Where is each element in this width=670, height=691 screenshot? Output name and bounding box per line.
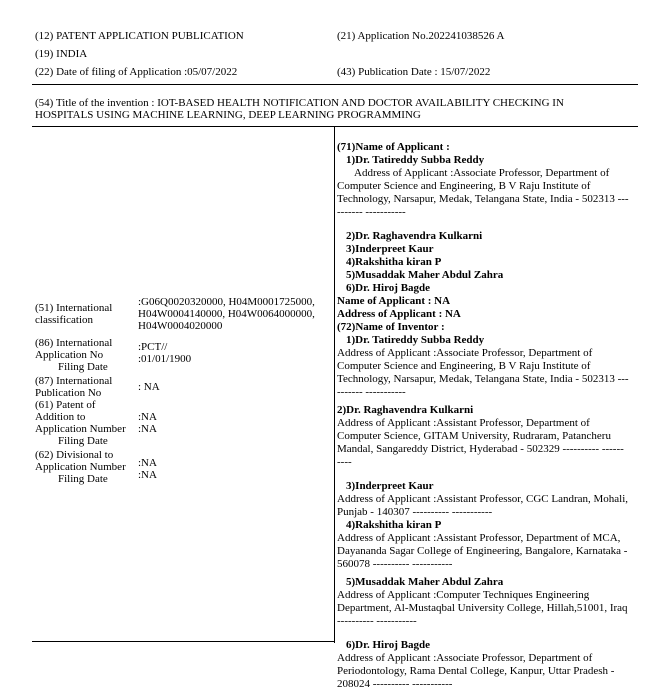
applicant-name-na: Name of Applicant : NA: [337, 295, 451, 307]
field-value: :NA: [138, 423, 157, 435]
field-label: Application Number: [35, 423, 126, 435]
header-divider: [32, 84, 638, 85]
field-label: (62) Divisional to: [35, 449, 114, 461]
inventor-address: ------- -----------: [337, 386, 406, 398]
applicants-heading: (71)Name of Applicant :: [337, 141, 450, 153]
applicant-name: 5)Musaddak Maher Abdul Zahra: [346, 269, 504, 281]
inventor-address: 208024 ---------- -----------: [337, 678, 453, 690]
publication-date: (43) Publication Date : 15/07/2022: [337, 66, 491, 78]
field-label: (87) International: [35, 375, 113, 387]
applicant-name: 6)Dr. Hiroj Bagde: [346, 282, 431, 294]
field-label: Filing Date: [58, 361, 108, 373]
inventor-name: 5)Musaddak Maher Abdul Zahra: [346, 576, 504, 588]
field-value: :PCT//: [138, 341, 168, 353]
field-value: H04W0004020000: [138, 320, 223, 332]
country: (19) INDIA: [35, 48, 88, 60]
applicant-address-na: Address of Applicant : NA: [337, 308, 461, 320]
inventor-address: Address of Applicant :Assistant Professor, CGC Landran, Mohali,: [337, 493, 629, 505]
field-label: Filing Date: [58, 435, 108, 447]
filing-date: (22) Date of filing of Application :05/07/2022: [35, 66, 238, 78]
field-label: Publication No: [35, 387, 102, 399]
inventor-address: 560078 ---------- -----------: [337, 558, 453, 570]
inventor-address: Address of Applicant :Associate Professor, Department of: [337, 347, 593, 359]
inventor-name: 2)Dr. Raghavendra Kulkarni: [337, 404, 474, 416]
field-label: Filing Date: [58, 473, 108, 485]
applicant-address: ------- -----------: [337, 206, 406, 218]
applicant-address: Address of Applicant :Associate Professor, Department of: [354, 167, 610, 179]
field-label: (51) International: [35, 302, 113, 314]
inventor-address: Technology, Narsapur, Medak, Telangana State, India - 502313 ---: [337, 373, 629, 385]
inventors-heading: (72)Name of Inventor :: [337, 321, 445, 333]
publication-type: (12) PATENT APPLICATION PUBLICATION: [35, 30, 244, 42]
inventor-address: Computer Science, GITAM University, Rudraram, Patancheru: [337, 430, 611, 442]
field-label: Application No: [35, 349, 104, 361]
inventor-address: Periodontology, Rama Dental College, Kanpur, Uttar Pradesh -: [337, 665, 615, 677]
field-value: :G06Q0020320000, H04M0001725000,: [138, 296, 315, 308]
field-label: Application Number: [35, 461, 126, 473]
inventor-address: Computer Science and Engineering, B V Raju Institute of: [337, 360, 591, 372]
field-label: (86) International: [35, 337, 113, 349]
inventor-name: 6)Dr. Hiroj Bagde: [346, 639, 431, 651]
inventor-address: Department, Al-Mustaqbal University College, Hillah,51001, Iraq: [337, 602, 628, 614]
inventor-address: ----: [337, 456, 352, 468]
field-label: Addition to: [35, 411, 86, 423]
applicant-name: 4)Rakshitha kiran P: [346, 256, 442, 268]
inventor-name: 3)Inderpreet Kaur: [346, 480, 434, 492]
field-value: : NA: [138, 381, 160, 393]
inventor-address: Mandal, Sangareddy District, Hyderabad - 502329 ---------- ------: [337, 443, 624, 455]
field-label: (61) Patent of: [35, 399, 96, 411]
applicant-name: 2)Dr. Raghavendra Kulkarni: [346, 230, 483, 242]
field-international-publication: [35, 375, 330, 399]
inventor-address: Address of Applicant :Associate Professor, Department of: [337, 652, 593, 664]
field-value: :01/01/1900: [138, 353, 192, 365]
field-value: :NA: [138, 469, 157, 481]
parties-column: [337, 141, 637, 691]
application-number: (21) Application No.202241038526 A: [337, 30, 505, 42]
inventor-name: 1)Dr. Tatireddy Subba Reddy: [346, 334, 485, 346]
applicant-address: Technology, Narsapur, Medak, Telangana State, India - 502313 ---: [337, 193, 629, 205]
field-patent-of-addition: [35, 399, 330, 449]
inventor-address: Dayananda Sagar College of Engineering, Bangalore, Karnataka -: [337, 545, 628, 557]
field-label: classification: [35, 314, 94, 326]
bottom-left-rule: [32, 641, 334, 642]
title-divider: [32, 126, 638, 127]
field-divisional: [35, 449, 330, 487]
field-international-classification: [35, 296, 330, 337]
inventor-address: Address of Applicant :Assistant Professor, Department of: [337, 417, 590, 429]
inventor-address: Punjab - 140307 ---------- -----------: [337, 506, 493, 518]
applicant-name: 3)Inderpreet Kaur: [346, 243, 434, 255]
inventor-address: Address of Applicant :Computer Techniques Engineering: [337, 589, 590, 601]
field-value: :NA: [138, 411, 157, 423]
inventor-address: ---------- -----------: [337, 615, 417, 627]
field-value: :NA: [138, 457, 157, 469]
field-value: H04W0004140000, H04W0064000000,: [138, 308, 315, 320]
applicant-address: Computer Science and Engineering, B V Raju Institute of: [337, 180, 591, 192]
bibliographic-fields: [35, 296, 330, 487]
applicant-name: 1)Dr. Tatireddy Subba Reddy: [346, 154, 485, 166]
invention-title-line1: (54) Title of the invention : IOT-BASED HEALTH NOTIFICATION AND DOCTOR AVAILABILITY CHECKING IN: [35, 97, 564, 109]
field-international-application: [35, 337, 330, 375]
column-divider: [334, 126, 335, 643]
inventor-address: Address of Applicant :Assistant Professor, Department of MCA,: [337, 532, 621, 544]
inventor-name: 4)Rakshitha kiran P: [346, 519, 442, 531]
invention-title-line2: HOSPITALS USING MACHINE LEARNING, DEEP LEARNING PROGRAMMING: [35, 109, 421, 121]
